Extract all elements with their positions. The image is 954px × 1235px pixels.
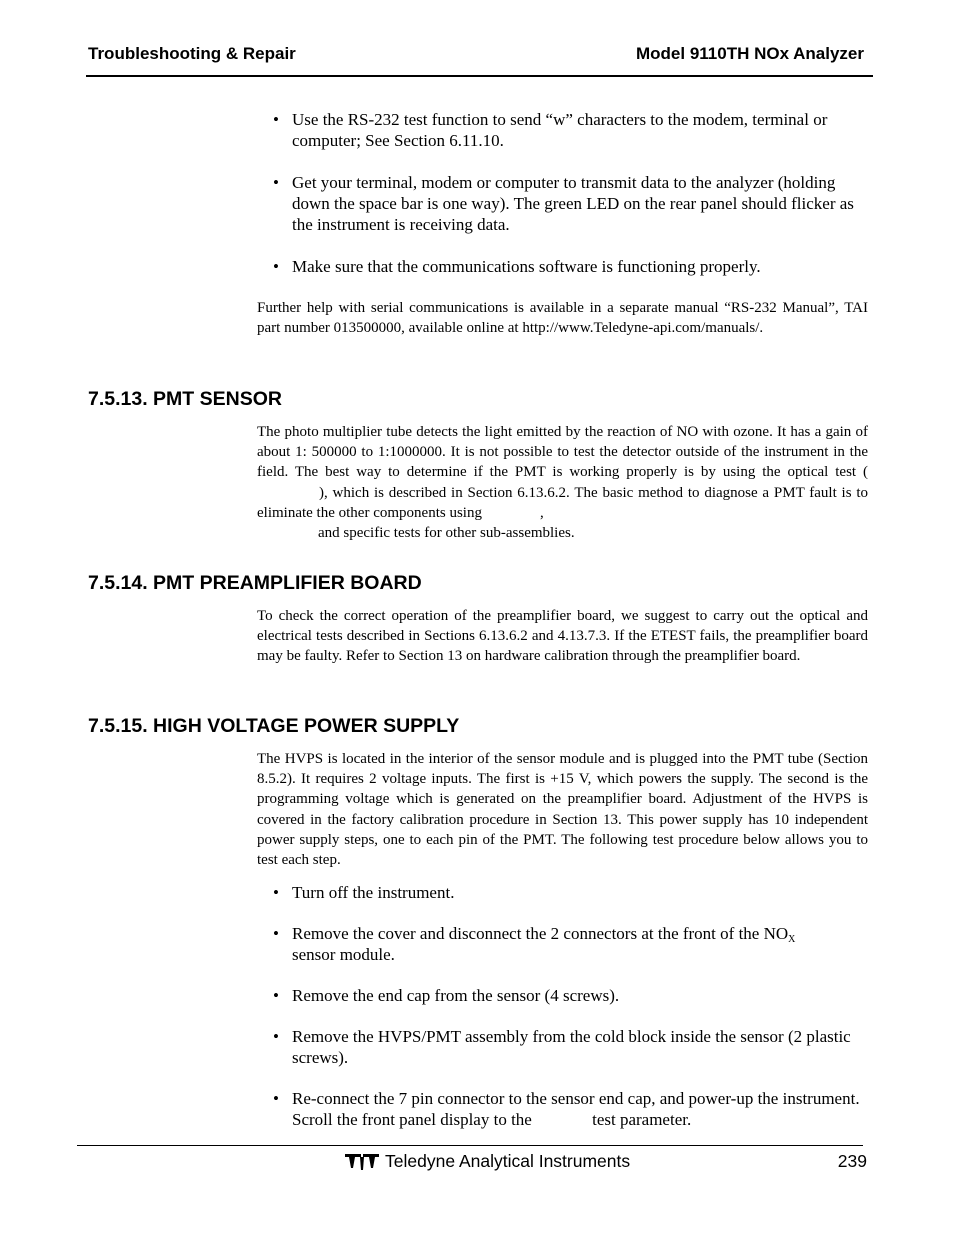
bullet-icon: • (273, 883, 279, 902)
list-item: • Remove the cover and disconnect the 2 connectors at the front of the $NO_X$ sensor module. (273, 924, 796, 964)
pmt-sensor-paragraph: The photo multiplier tube detects the light emitted by the reaction of NO with ozone. It has a gain of about 1: 500000 to 1:1000000. It is not possible to test the detector outside of the instrument in the field. The best way to determine if the PMT is working properly is by using the optical test (), which is described in Section 6.13.6.2. The basic method to diagnose a PMT fault is to eliminate the other components using , and specific tests for other sub-assemblies. (257, 424, 868, 542)
footer-company-name: Teledyne Analytical Instruments (385, 1151, 631, 1171)
section-heading-hvps: 7.5.15. HIGH VOLTAGE POWER SUPPLY (88, 715, 460, 737)
list-item: • Remove the HVPS/PMT assembly from the cold block inside the sensor (2 plastic screws). (273, 1027, 851, 1067)
list-item: • Use the RS-232 test function to send “w” characters to the modem, terminal or computer; See Section 6.11.10. (273, 110, 828, 150)
header-section-title: Troubleshooting & Repair (88, 44, 296, 63)
header-model-title: Model 9110TH NOx Analyzer (635, 44, 864, 63)
bullet-icon: • (273, 173, 279, 192)
list-item: • Make sure that the communications software is functioning properly. (273, 257, 761, 276)
further-help-paragraph: Further help with serial communications is available in a separate manual “RS-232 Manual”, TAI part number 013500000, available online at http://www.Teledyne-api.com/manuals/. (257, 300, 868, 337)
bullet-icon: • (273, 1027, 279, 1046)
serial-check-list (272, 109, 872, 277)
footer-page-number: 239 (837, 1151, 867, 1171)
list-item: • Turn off the instrument. (273, 883, 455, 902)
preamplifier-paragraph: To check the correct operation of the preamplifier board, we suggest to carry out the optical and electrical tests described in Sections 6.13.6.2 and 4.13.7.3. If the ETEST fails, the preamplifier board may be faulty. Refer to Section 13 on hardware calibration through the preamplifier board. (257, 608, 868, 665)
teledyne-logo-icon (345, 1151, 379, 1176)
hvps-paragraph: The HVPS is located in the interior of the sensor module and is plugged into the PMT tube (Section 8.5.2). It requires 2 voltage inputs. The first is +15 V, which powers the supply. The second is the programming voltage which is generated on the preamplifier board. Adjustment of the HVPS is covered in the factory calibration procedure in Section 13. This power supply has 10 independent power supply steps, one to each pin of the PMT. The following test procedure below allows you to test each step. (257, 751, 868, 869)
list-item: • Remove the end cap from the sensor (4 screws). (273, 986, 620, 1005)
hvps-test-steps (272, 882, 872, 1130)
section-heading-preamplifier: 7.5.14. PMT PREAMPLIFIER BOARD (88, 572, 422, 594)
footer-rule (77, 1145, 863, 1146)
section-heading-pmt-sensor: 7.5.13. PMT SENSOR (88, 388, 282, 410)
bullet-icon: • (273, 986, 279, 1005)
list-item: • Get your terminal, modem or computer to transmit data to the analyzer (holding down the space bar is one way). The green LED on the rear panel should flicker as the instrument is receiving data. (273, 173, 854, 234)
bullet-icon: • (273, 257, 279, 276)
header-rule (86, 75, 873, 77)
list-item: • Re-connect the 7 pin connector to the sensor end cap, and power-up the instrument. Scroll the front panel display to the test parameter. (273, 1089, 860, 1129)
bullet-icon: • (273, 924, 279, 943)
bullet-icon: • (273, 1089, 279, 1108)
bullet-icon: • (273, 110, 279, 129)
